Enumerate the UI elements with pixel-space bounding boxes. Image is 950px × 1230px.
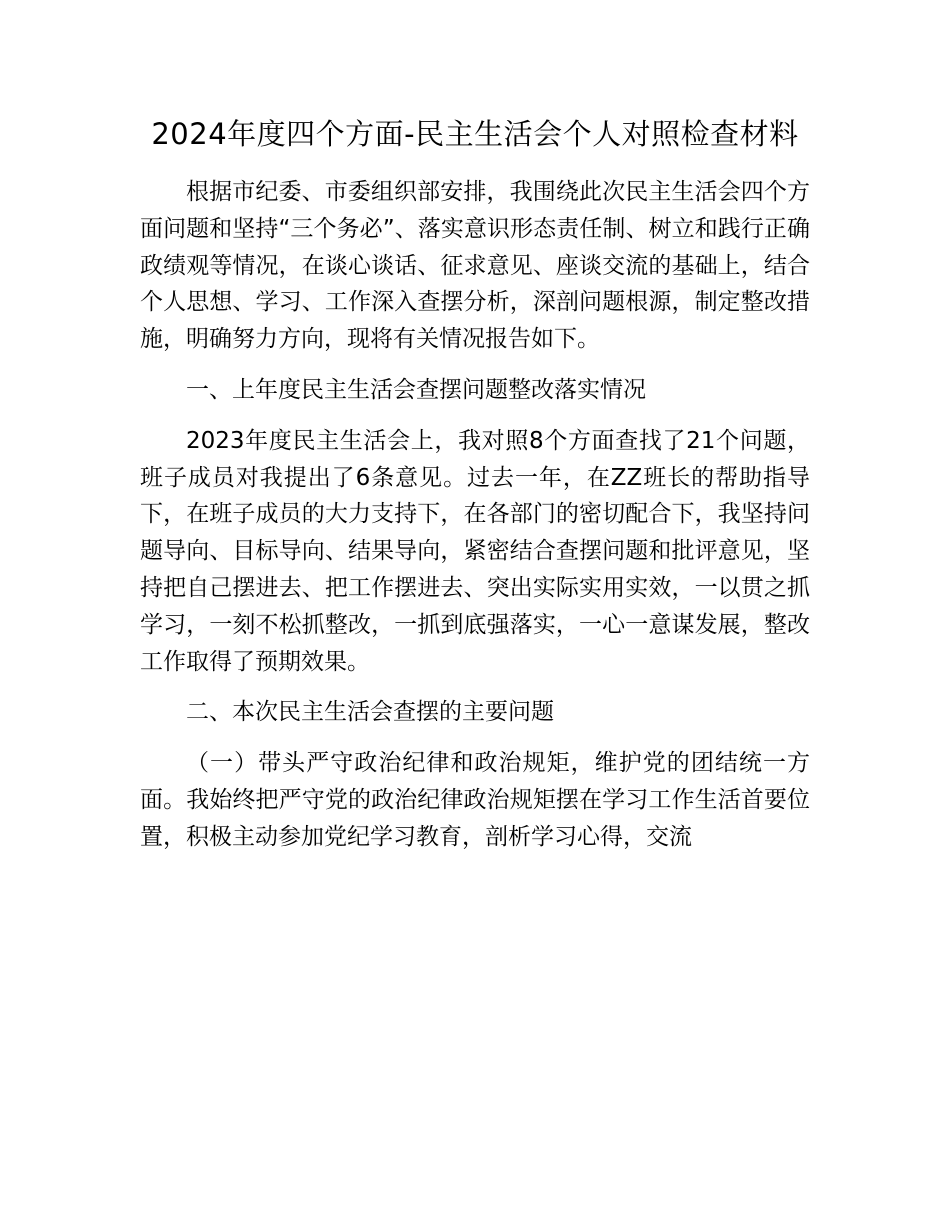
problem-paragraph-1: （一）带头严守政治纪律和政治规矩，维护党的团结统一方面。我始终把严守党的政治纪律政治规矩摆在学习工作生活首要位置，积极主动参加党纪学习教育，剖析学习心得，交流 — [140, 750, 810, 850]
section-heading-1: 一、上年度民主生活会查摆问题整改落实情况 — [186, 376, 646, 403]
document-body — [140, 112, 810, 856]
intro-paragraph: 根据市纪委、市委组织部安排，我围绕此次民主生活会四个方面问题和坚持“三个务必”、落实意识形态责任制、树立和践行正确政绩观等情况，在谈心谈话、征求意见、座谈交流的基础上，结合个人思想、学习、工作深入查摆分析，深剖问题根源，制定整改措施，明确努力方向，现将有关情况报告如下。 — [140, 179, 810, 353]
rectification-paragraph: 2023年度民主生活会上，我对照8个方面查找了21个问题，班子成员对我提出了6条意见。过去一年，在ZZ班长的帮助指导下，在班子成员的大力支持下，在各部门的密切配合下，我坚持问题导向、目标导向、结果导向，紧密结合查摆问题和批评意见，坚持把自己摆进去、把工作摆进去、突出实际实用实效，一以贯之抓学习，一刻不松抓整改，一抓到底强落实，一心一意谋发展，整改工作取得了预期效果。 — [140, 427, 810, 675]
section-heading-2: 二、本次民主生活会查摆的主要问题 — [186, 699, 554, 726]
document-title: 2024年度四个方面-民主生活会个人对照检查材料 — [151, 117, 799, 151]
